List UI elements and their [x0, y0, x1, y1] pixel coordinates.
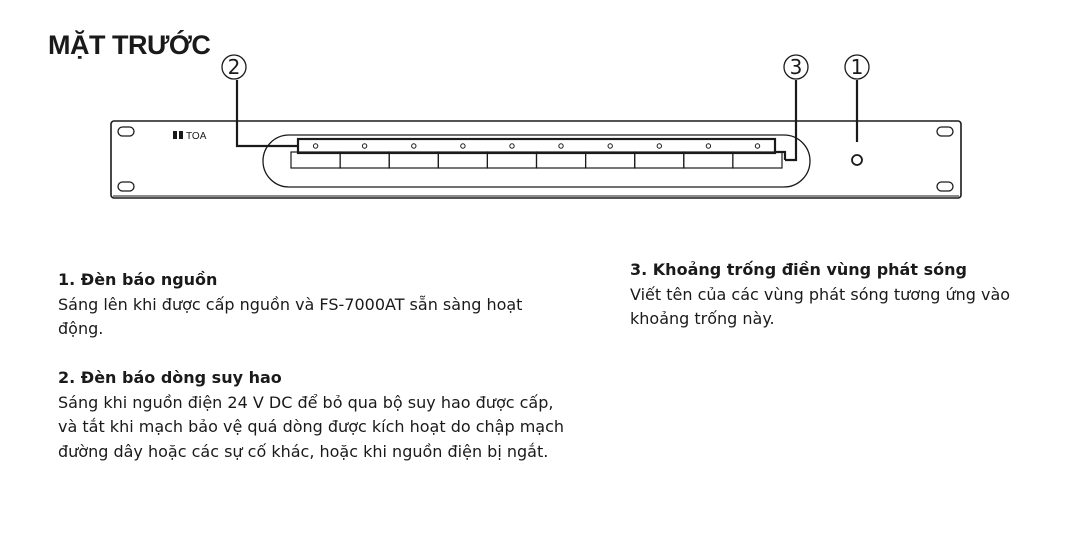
zone-led — [706, 144, 710, 148]
section-body: Sáng lên khi được cấp nguồn và FS-7000AT sẵn sàng hoạt động. — [58, 294, 523, 338]
section-heading: 1. Đèn báo nguồn — [58, 270, 218, 289]
page-title: MẶT TRƯỚC — [48, 30, 211, 60]
section-heading: 2. Đèn báo dòng suy hao — [58, 368, 282, 387]
power-led — [852, 155, 862, 165]
zone-led — [608, 144, 612, 148]
zone-led — [510, 144, 514, 148]
callout-1-label: 1 — [850, 55, 864, 79]
section-zone-name-space — [630, 258, 1050, 332]
brand-text: TOA — [186, 131, 207, 142]
zone-led — [755, 144, 759, 148]
zone-led — [657, 144, 661, 148]
zone-led — [412, 144, 416, 148]
front-panel-diagram — [0, 0, 1077, 230]
zone-led — [461, 144, 465, 148]
section-body: Viết tên của các vùng phát sóng tương ứng vào khoảng trống này. — [630, 284, 1011, 328]
section-body: Sáng khi nguồn điện 24 V DC để bỏ qua bộ suy hao được cấp, và tắt khi mạch bảo vệ quá dòng được kích hoạt do chập mạch đường dây hoặc các sự cố khác, hoặc khi nguồn điện bị ngắt. — [58, 392, 565, 461]
section-power-indicator — [58, 268, 568, 342]
zone-led — [559, 144, 563, 148]
zone-led — [313, 144, 317, 148]
section-heading: 3. Khoảng trống điền vùng phát sóng — [630, 260, 967, 279]
callout-2-label: 2 — [227, 55, 241, 79]
callout-3-marker — [784, 55, 808, 79]
section-attenuator-current-indicator — [58, 366, 568, 464]
callout-3-label: 3 — [789, 55, 803, 79]
zone-led — [362, 144, 366, 148]
callout-2-marker — [222, 55, 246, 79]
callout-1-marker — [845, 55, 869, 79]
